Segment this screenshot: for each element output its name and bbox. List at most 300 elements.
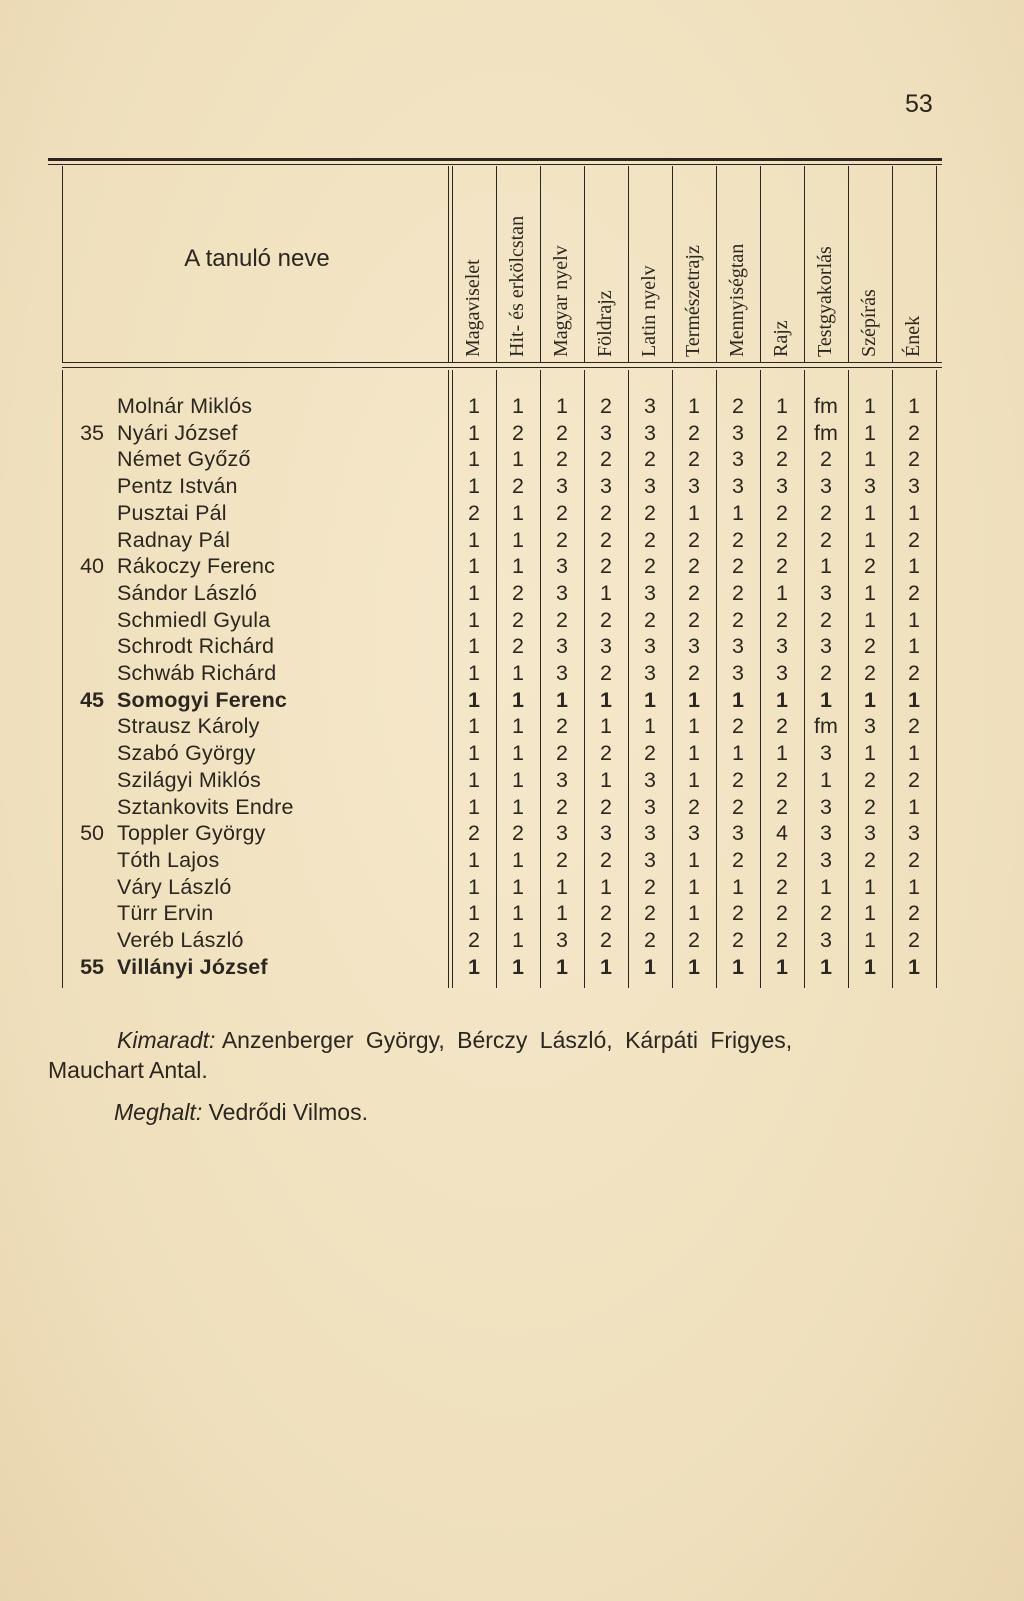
grade-cell: 2 <box>776 500 788 525</box>
grade-cell: 1 <box>908 954 920 979</box>
column-header <box>496 172 540 357</box>
column-header-label: Hit- és erkölcstan <box>506 215 528 357</box>
grade-cell: 2 <box>688 447 700 472</box>
page-number: 53 <box>905 90 933 118</box>
grade-cell: 2 <box>732 527 744 552</box>
grade-cell: 1 <box>732 954 744 979</box>
column-rule <box>496 166 497 362</box>
grade-cell: 3 <box>556 580 568 605</box>
footnote-kimaradt <box>117 1027 957 1054</box>
grade-cell: 1 <box>776 741 788 766</box>
grade-cell: 1 <box>864 420 876 445</box>
grade-cell: 1 <box>776 394 788 418</box>
grade-cell: 3 <box>820 794 832 819</box>
table-row <box>0 688 1024 715</box>
grade-cell: 3 <box>820 634 832 659</box>
grade-cell: 1 <box>512 874 524 899</box>
student-name: Schrodt Richárd <box>117 634 275 659</box>
grade-cell: 3 <box>732 661 744 685</box>
grade-cell: 1 <box>820 767 832 792</box>
grade-cell: 3 <box>820 580 832 605</box>
grade-cell: 3 <box>644 394 656 418</box>
grade-cell: 1 <box>556 954 568 979</box>
table-row <box>0 955 1024 982</box>
grade-cell: 2 <box>732 847 744 872</box>
grade-cell: 1 <box>600 767 612 792</box>
grade-cell: 1 <box>468 527 480 552</box>
grade-cell: 3 <box>864 821 876 846</box>
row-number: 50 <box>80 821 104 846</box>
grade-cell: 1 <box>600 580 612 605</box>
grade-cell: 3 <box>556 661 568 685</box>
grade-cell: 2 <box>908 661 920 685</box>
grade-cell: 1 <box>600 874 612 899</box>
grade-cell: 3 <box>644 847 656 872</box>
grade-cell: 3 <box>556 767 568 792</box>
grade-cell: 3 <box>732 821 744 846</box>
grade-cell: 3 <box>600 474 612 499</box>
meghalt-label: Meghalt: <box>114 1099 203 1125</box>
grade-cell: 1 <box>688 500 700 525</box>
table-row <box>0 528 1024 555</box>
row-number: 55 <box>80 954 104 979</box>
student-name: Szabó György <box>117 741 256 766</box>
grade-cell: 1 <box>600 687 612 712</box>
grade-cell: 1 <box>556 901 568 926</box>
grade-cell: 2 <box>644 447 656 472</box>
grade-cell: 2 <box>776 847 788 872</box>
student-name: Szilágyi Miklós <box>117 767 261 792</box>
grade-cell: 3 <box>820 928 832 952</box>
row-number: 45 <box>80 687 104 712</box>
table-row <box>0 901 1024 928</box>
student-name: Tóth Lajos <box>117 847 220 872</box>
grade-cell: 2 <box>688 554 700 579</box>
grade-cell: 2 <box>732 928 744 952</box>
grade-cell: 1 <box>864 928 876 952</box>
column-header-label: Ének <box>902 315 924 357</box>
grade-cell: fm <box>814 714 838 739</box>
grade-cell: 1 <box>468 420 480 445</box>
grade-cell: 3 <box>600 420 612 445</box>
grade-cell: 2 <box>600 447 612 472</box>
grade-cell: 2 <box>732 901 744 926</box>
table-row <box>0 581 1024 608</box>
grade-cell: 1 <box>908 394 920 418</box>
grade-cell: 2 <box>732 607 744 632</box>
grade-cell: 3 <box>688 474 700 499</box>
grade-cell: 1 <box>468 794 480 819</box>
grade-cell: 1 <box>644 687 656 712</box>
table-row <box>0 768 1024 795</box>
column-header-label: Testgyakorlás <box>814 246 836 357</box>
grade-cell: 3 <box>864 474 876 499</box>
student-name: Pusztai Pál <box>117 500 227 525</box>
grade-cell: 3 <box>864 714 876 739</box>
grade-cell: 2 <box>512 821 524 846</box>
grade-cell: 1 <box>688 901 700 926</box>
grade-cell: 2 <box>512 580 524 605</box>
grade-cell: 1 <box>688 954 700 979</box>
grade-cell: 1 <box>864 527 876 552</box>
grade-cell: 2 <box>732 394 744 418</box>
grade-cell: 1 <box>864 741 876 766</box>
grade-cell: 1 <box>512 500 524 525</box>
column-rule <box>628 166 629 362</box>
grade-cell: 1 <box>864 580 876 605</box>
grade-cell: 2 <box>776 607 788 632</box>
table-row <box>0 795 1024 822</box>
grade-cell: 1 <box>512 928 524 952</box>
grade-cell: 3 <box>600 821 612 846</box>
grade-cell: 2 <box>688 420 700 445</box>
grade-cell: 1 <box>688 874 700 899</box>
grade-cell: 1 <box>512 394 524 418</box>
grade-cell: 2 <box>600 607 612 632</box>
column-header-label: Latin nyelv <box>638 265 660 357</box>
grade-cell: 2 <box>468 500 480 525</box>
grade-cell: 2 <box>644 874 656 899</box>
grade-cell: fm <box>814 394 838 418</box>
grade-cell: 2 <box>908 847 920 872</box>
grade-cell: 1 <box>468 741 480 766</box>
grade-cell: 3 <box>644 580 656 605</box>
column-header <box>628 172 672 357</box>
grade-cell: 2 <box>908 580 920 605</box>
grade-cell: 1 <box>820 874 832 899</box>
name-column-header: A tanuló neve <box>184 245 330 272</box>
grade-cell: 3 <box>600 634 612 659</box>
grade-cell: 1 <box>468 901 480 926</box>
grade-cell: 1 <box>468 634 480 659</box>
student-name: Türr Ervin <box>117 901 214 926</box>
grade-cell: 3 <box>732 474 744 499</box>
column-rule <box>804 166 805 362</box>
column-header <box>848 172 892 357</box>
grade-cell: 2 <box>644 741 656 766</box>
grade-cell: 1 <box>468 394 480 418</box>
grade-cell: 2 <box>600 554 612 579</box>
table-row <box>0 928 1024 955</box>
grade-cell: 1 <box>732 500 744 525</box>
grade-cell: 1 <box>600 714 612 739</box>
grade-cell: 3 <box>644 661 656 685</box>
grade-cell: 1 <box>908 607 920 632</box>
column-rule <box>936 166 937 362</box>
table-row <box>0 421 1024 448</box>
grade-cell: 2 <box>908 928 920 952</box>
grade-cell: 1 <box>468 580 480 605</box>
grade-cell: 2 <box>600 901 612 926</box>
grade-cell: 2 <box>556 447 568 472</box>
grade-cell: 1 <box>468 767 480 792</box>
grade-cell: 2 <box>644 527 656 552</box>
grade-cell: 2 <box>908 901 920 926</box>
column-header <box>892 172 936 357</box>
column-rule <box>760 166 761 362</box>
column-header-label: Magaviselet <box>462 259 484 357</box>
grade-cell: 2 <box>644 500 656 525</box>
grade-cell: 3 <box>732 447 744 472</box>
grade-cell: 1 <box>908 634 920 659</box>
grade-cell: 3 <box>556 634 568 659</box>
row-number: 40 <box>80 554 104 579</box>
grade-cell: 3 <box>644 767 656 792</box>
grade-cell: 1 <box>908 794 920 819</box>
table-row <box>0 554 1024 581</box>
grade-cell: 1 <box>820 687 832 712</box>
grade-cell: 1 <box>468 714 480 739</box>
grade-cell: 1 <box>732 687 744 712</box>
table-row <box>0 848 1024 875</box>
grade-cell: 2 <box>688 661 700 685</box>
grade-cell: 2 <box>468 928 480 952</box>
grade-cell: 2 <box>688 607 700 632</box>
grade-cell: 3 <box>820 847 832 872</box>
grade-cell: 2 <box>732 794 744 819</box>
grade-cell: 2 <box>600 794 612 819</box>
column-rule <box>62 166 63 362</box>
grade-cell: 2 <box>688 580 700 605</box>
grade-cell: 2 <box>776 447 788 472</box>
grade-cell: 1 <box>468 447 480 472</box>
grade-cell: 2 <box>732 767 744 792</box>
grade-cell: 2 <box>776 901 788 926</box>
header-bottom-rule-thin <box>62 367 942 368</box>
grade-cell: 2 <box>820 661 832 685</box>
table-row <box>0 608 1024 635</box>
grade-cell: 2 <box>600 394 612 418</box>
table-row <box>0 714 1024 741</box>
grade-cell: 1 <box>512 687 524 712</box>
student-name: Sándor László <box>117 580 258 605</box>
grade-cell: 3 <box>644 474 656 499</box>
grade-cell: 1 <box>512 527 524 552</box>
grade-cell: 2 <box>908 420 920 445</box>
student-name: Német Győző <box>117 447 251 472</box>
column-header-label: Természetrajz <box>682 245 704 357</box>
grade-cell: 2 <box>600 928 612 952</box>
grade-cell: 1 <box>600 954 612 979</box>
student-name: Molnár Miklós <box>117 394 253 418</box>
grade-cell: 1 <box>864 901 876 926</box>
grade-cell: 4 <box>776 821 788 846</box>
grade-cell: 1 <box>468 661 480 685</box>
grade-cell: 1 <box>468 847 480 872</box>
grade-cell: 2 <box>864 847 876 872</box>
table-row <box>0 501 1024 528</box>
column-rule <box>540 166 541 362</box>
grade-cell: 1 <box>908 687 920 712</box>
grade-cell: 3 <box>644 821 656 846</box>
grade-cell: 1 <box>512 554 524 579</box>
grade-cell: 1 <box>644 714 656 739</box>
grade-cell: 1 <box>512 661 524 685</box>
grade-cell: 1 <box>512 447 524 472</box>
grade-cell: 3 <box>820 821 832 846</box>
table-row <box>0 875 1024 902</box>
grade-cell: 2 <box>512 474 524 499</box>
grade-cell: 2 <box>776 420 788 445</box>
grade-cell: 1 <box>512 847 524 872</box>
grade-cell: 2 <box>644 901 656 926</box>
grade-cell: 2 <box>600 847 612 872</box>
grade-cell: 2 <box>688 527 700 552</box>
column-header-label: Szépírás <box>858 289 880 357</box>
grade-cell: 2 <box>688 928 700 952</box>
grade-cell: 2 <box>864 661 876 685</box>
grade-cell: 1 <box>468 474 480 499</box>
grade-cell: 2 <box>556 794 568 819</box>
grade-cell: 2 <box>864 634 876 659</box>
footnote-meghalt <box>114 1099 368 1126</box>
column-header-label: Földrajz <box>594 290 616 357</box>
column-header <box>804 172 848 357</box>
footnote-kimaradt-cont: Mauchart Antal. <box>48 1057 208 1083</box>
grade-cell: 2 <box>512 634 524 659</box>
grade-cell: 1 <box>512 901 524 926</box>
grade-cell: 1 <box>864 394 876 418</box>
grade-cell: 1 <box>556 874 568 899</box>
grade-cell: 1 <box>864 874 876 899</box>
grade-cell: 3 <box>556 554 568 579</box>
grade-cell: 2 <box>732 580 744 605</box>
grade-cell: 2 <box>820 607 832 632</box>
meghalt-name: Vedrődi Vilmos. <box>208 1099 368 1125</box>
student-name: Váry László <box>117 874 232 899</box>
grade-cell: 1 <box>776 687 788 712</box>
grade-cell: 1 <box>468 874 480 899</box>
kimaradt-label: Kimaradt: <box>117 1027 216 1053</box>
grade-cell: 2 <box>864 794 876 819</box>
grade-cell: 1 <box>688 847 700 872</box>
grade-cell: 2 <box>864 554 876 579</box>
grade-cell: 2 <box>908 714 920 739</box>
grade-cell: 1 <box>864 500 876 525</box>
grade-cell: 1 <box>688 687 700 712</box>
table-row <box>0 474 1024 501</box>
grade-cell: 2 <box>864 767 876 792</box>
grade-cell: 1 <box>688 394 700 418</box>
column-rule <box>716 166 717 362</box>
student-name: Schmiedl Gyula <box>117 607 271 632</box>
column-header <box>716 172 760 357</box>
grade-cell: 1 <box>512 954 524 979</box>
grade-cell: 2 <box>644 607 656 632</box>
grade-cell: 2 <box>776 928 788 952</box>
grade-cell: 1 <box>908 554 920 579</box>
grade-cell: 1 <box>688 714 700 739</box>
grade-cell: 3 <box>732 420 744 445</box>
grade-cell: 3 <box>776 474 788 499</box>
grade-cell: 3 <box>644 634 656 659</box>
column-rule <box>584 166 585 362</box>
grade-cell: 2 <box>644 928 656 952</box>
grade-cell: 2 <box>732 554 744 579</box>
grade-cell: 3 <box>908 821 920 846</box>
student-name: Sztankovits Endre <box>117 794 294 819</box>
grade-cell: 3 <box>776 661 788 685</box>
student-name: Nyári József <box>117 420 238 445</box>
grade-cell: 2 <box>732 714 744 739</box>
grade-cell: 1 <box>820 554 832 579</box>
table-top-rule-thin <box>48 164 942 165</box>
grade-cell: 1 <box>468 554 480 579</box>
grade-cell: 1 <box>864 687 876 712</box>
grade-cell: 2 <box>908 527 920 552</box>
grade-cell: 2 <box>556 714 568 739</box>
grade-cell: 2 <box>468 821 480 846</box>
grade-cell: 2 <box>600 527 612 552</box>
column-header-label: Mennyiségtan <box>726 243 748 357</box>
student-name: Veréb László <box>117 928 244 952</box>
column-rule <box>452 166 453 362</box>
grade-cell: 1 <box>688 741 700 766</box>
grade-cell: 3 <box>644 420 656 445</box>
column-rule <box>672 166 673 362</box>
column-rule <box>892 166 893 362</box>
student-name: Villányi József <box>117 954 268 979</box>
grade-cell: 3 <box>688 634 700 659</box>
grade-cell: 1 <box>732 741 744 766</box>
grade-cell: 1 <box>556 394 568 418</box>
grade-cell: 2 <box>512 607 524 632</box>
student-name: Toppler György <box>117 821 266 846</box>
column-header <box>452 172 496 357</box>
grade-cell: 2 <box>600 661 612 685</box>
grade-cell: 1 <box>732 874 744 899</box>
table-row <box>0 661 1024 688</box>
grade-cell: 2 <box>776 554 788 579</box>
table-row <box>0 394 1024 421</box>
grade-cell: 2 <box>644 554 656 579</box>
grade-cell: 3 <box>556 928 568 952</box>
grade-cell: 2 <box>556 420 568 445</box>
grade-cell: 1 <box>688 767 700 792</box>
grade-cell: 2 <box>776 794 788 819</box>
grade-cell: 2 <box>556 847 568 872</box>
kimaradt-names: Anzenberger György, Bérczy László, Kárpáti Frigyes, <box>221 1027 793 1053</box>
header-bottom-rule <box>62 362 942 363</box>
grade-cell: 1 <box>864 447 876 472</box>
grade-cell: 2 <box>776 767 788 792</box>
column-header-label: Rajz <box>770 320 792 357</box>
grade-cell: 2 <box>820 901 832 926</box>
grade-cell: 1 <box>468 687 480 712</box>
student-name: Somogyi Ferenc <box>117 687 288 712</box>
column-header <box>672 172 716 357</box>
grade-cell: 3 <box>776 634 788 659</box>
grade-cell: 1 <box>556 687 568 712</box>
grade-cell: 2 <box>820 447 832 472</box>
grade-cell: 1 <box>820 954 832 979</box>
grade-cell: 1 <box>512 794 524 819</box>
grade-cell: 2 <box>600 741 612 766</box>
grade-cell: 2 <box>556 500 568 525</box>
grade-cell: 3 <box>644 794 656 819</box>
grade-cell: 1 <box>512 767 524 792</box>
grade-cell: 1 <box>468 607 480 632</box>
grade-cell: 3 <box>556 821 568 846</box>
grade-cell: 2 <box>820 527 832 552</box>
student-name: Rákoczy Ferenc <box>117 554 276 579</box>
grade-cell: 3 <box>688 821 700 846</box>
grade-cell: 2 <box>776 527 788 552</box>
table-row <box>0 741 1024 768</box>
grade-cell: 2 <box>556 741 568 766</box>
table-row <box>0 821 1024 848</box>
grade-cell: 1 <box>512 714 524 739</box>
